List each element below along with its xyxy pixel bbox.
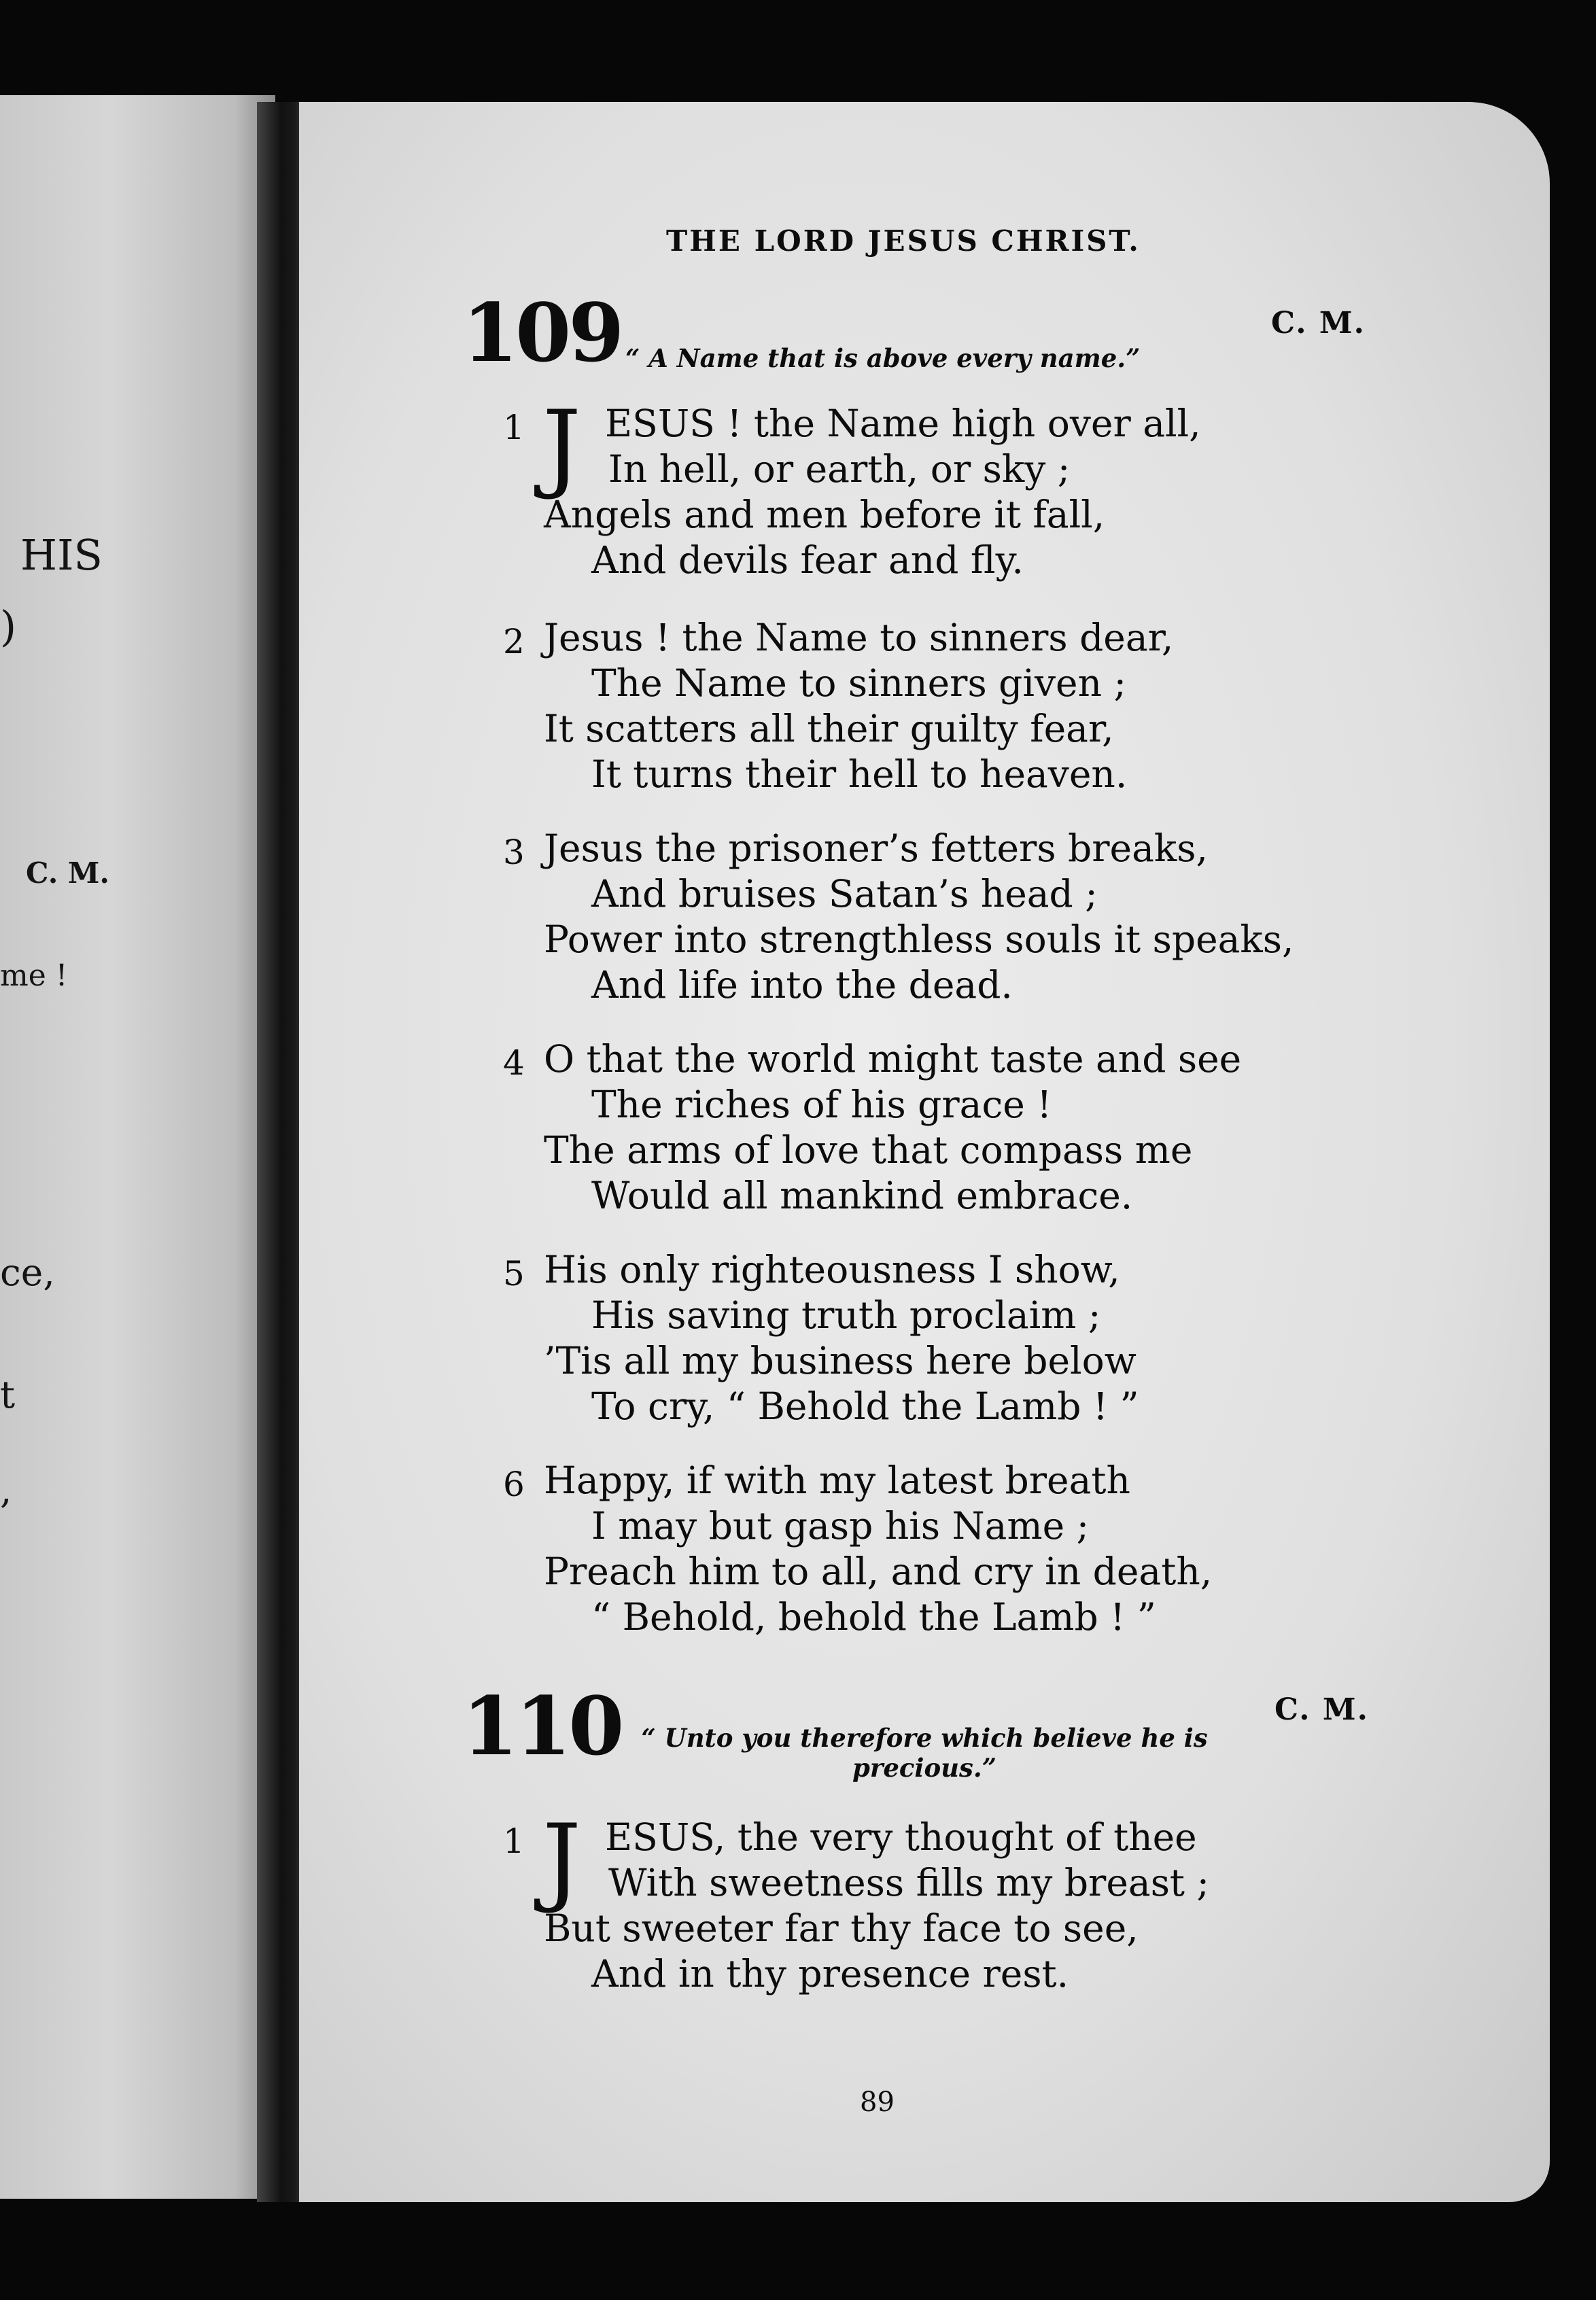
verse-line: ESUS, the very thought of thee <box>605 1815 1197 1859</box>
verse-line: Jesus ! the Name to sinners dear, <box>544 616 1174 659</box>
verse <box>503 1036 1509 1219</box>
left-fragment: me ! <box>0 958 68 993</box>
verse-line: The Name to sinners given ; <box>591 661 1126 705</box>
verse-line: His only righteousness I show, <box>544 1248 1120 1291</box>
verse-line: Power into strengthless souls it speaks, <box>544 918 1294 961</box>
left-fragment: C. M. <box>26 856 110 890</box>
hymn-meter: C. M. <box>1271 306 1366 341</box>
verse-line: Would all mankind embrace. <box>591 1174 1133 1217</box>
hymn-epigraph: “ A Name that is above every name.” <box>625 343 1141 373</box>
verse-line: And life into the dead. <box>591 963 1013 1007</box>
hymn-number: 110 <box>462 1679 622 1773</box>
hymn-meter: C. M. <box>1274 1692 1369 1727</box>
verse-line: And bruises Satan’s head ; <box>591 872 1098 916</box>
left-fragment: ce, <box>0 1251 55 1294</box>
hymn-epigraph <box>619 1723 1230 1783</box>
verse-line: Angels and men before it fall, <box>544 493 1105 536</box>
left-fragment: t <box>0 1373 16 1416</box>
verse-number: 1 <box>503 1822 525 1861</box>
verse-line: Happy, if with my latest breath <box>544 1459 1130 1502</box>
verse-line: But sweeter far thy face to see, <box>544 1906 1139 1950</box>
verse <box>503 615 1509 797</box>
verse-number: 1 <box>503 408 525 447</box>
verse <box>503 1247 1509 1429</box>
running-head: THE LORD JESUS CHRIST. <box>666 224 1141 258</box>
left-facing-page <box>0 95 275 2199</box>
verse-number: 4 <box>503 1043 525 1083</box>
verse-line: “ Behold, behold the Lamb ! ” <box>591 1595 1156 1639</box>
verse-line: The arms of love that compass me <box>544 1128 1193 1172</box>
drop-cap: J <box>542 390 581 502</box>
verse-line: To cry, “ Behold the Lamb ! ” <box>591 1384 1139 1428</box>
verse <box>503 390 1509 583</box>
epigraph-line: precious.” <box>852 1753 997 1783</box>
verse <box>503 826 1509 1008</box>
verse-line: With sweetness fills my breast ; <box>608 1861 1210 1904</box>
verse-line: I may but gasp his Name ; <box>591 1504 1090 1548</box>
verse-line: It turns their hell to heaven. <box>591 752 1128 796</box>
hymn-number: 109 <box>462 285 622 380</box>
verse-line: And devils fear and fly. <box>591 538 1024 582</box>
verse-line: Preach him to all, and cry in death, <box>544 1550 1213 1593</box>
verse-line: In hell, or earth, or sky ; <box>608 447 1071 491</box>
verse-line: And in thy presence rest. <box>591 1952 1069 1996</box>
verse-number: 5 <box>503 1254 525 1293</box>
verse-line: ESUS ! the Name high over all, <box>605 402 1201 445</box>
verse-line: Jesus the prisoner’s fetters breaks, <box>544 826 1208 870</box>
verse <box>503 1804 1509 1997</box>
verse-line: It scatters all their guilty fear, <box>544 707 1114 750</box>
left-fragment: HIS <box>20 530 103 580</box>
verse-number: 3 <box>503 833 525 872</box>
hymnal-page <box>299 102 1550 2202</box>
verse-line: O that the world might taste and see <box>544 1037 1242 1081</box>
left-fragment: ) <box>0 602 17 651</box>
left-fragment: , <box>0 1468 12 1512</box>
verse-line: The riches of his grace ! <box>591 1083 1052 1126</box>
verse-number: 6 <box>503 1465 525 1504</box>
drop-cap: J <box>542 1804 581 1916</box>
verse-line: His saving truth proclaim ; <box>591 1293 1101 1337</box>
verse-line: ’Tis all my business here below <box>544 1339 1137 1382</box>
verse <box>503 1458 1509 1640</box>
epigraph-line: “ Unto you therefore which believe he is <box>641 1723 1208 1753</box>
verse-number: 2 <box>503 622 525 661</box>
page-number: 89 <box>860 2087 895 2118</box>
